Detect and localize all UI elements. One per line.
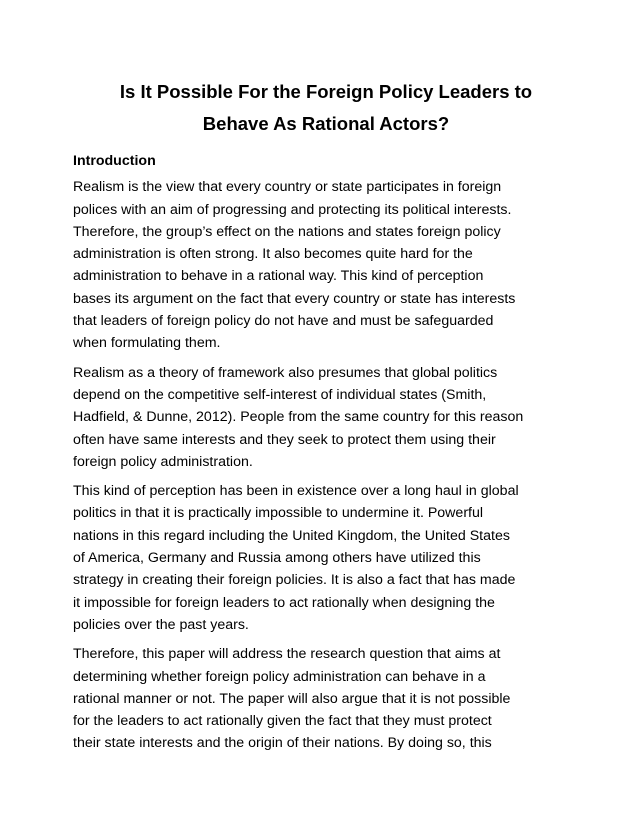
paragraph-line: administration to behave in a rational way. This kind of perception bbox=[73, 268, 484, 285]
paragraph-line: This kind of perception has been in existence over a long haul in global bbox=[73, 483, 519, 500]
paragraph-line: strategy in creating their foreign policies. It is also a fact that has made bbox=[73, 572, 516, 589]
paragraph-line: determining whether foreign policy administration can behave in a bbox=[73, 668, 486, 685]
paragraph-line: policies over the past years. bbox=[73, 616, 249, 633]
paragraph-line: polices with an aim of progressing and protecting its political interests. bbox=[73, 201, 512, 218]
paragraph-line: foreign policy administration. bbox=[73, 453, 253, 470]
paragraph-line: when formulating them. bbox=[73, 335, 221, 352]
document-body bbox=[73, 150, 593, 762]
paragraph-line: for the leaders to act rationally given the fact that they must protect bbox=[73, 713, 492, 730]
paragraph-line: Realism as a theory of framework also presumes that global politics bbox=[73, 364, 498, 381]
paragraph-line: their state interests and the origin of their nations. By doing so, this bbox=[73, 735, 492, 752]
paragraph-line: depend on the competitive self-interest of individual states (Smith, bbox=[73, 386, 487, 403]
paragraph bbox=[73, 362, 593, 473]
paragraph-line: politics in that it is practically impossible to undermine it. Powerful bbox=[73, 505, 484, 522]
paragraph-line: Therefore, the group’s effect on the nations and states foreign policy bbox=[73, 223, 501, 240]
section-heading: Introduction bbox=[73, 153, 156, 169]
paragraph-line: of America, Germany and Russia among others have utilized this bbox=[73, 550, 481, 567]
title-line: Behave As Rational Actors? bbox=[202, 113, 450, 134]
paragraph-line: that leaders of foreign policy do not have and must be safeguarded bbox=[73, 313, 494, 330]
paragraph bbox=[73, 176, 593, 354]
paragraph-line: it impossible for foreign leaders to act rationally when designing the bbox=[73, 594, 495, 611]
paragraph-line: administration is often strong. It also becomes quite hard for the bbox=[73, 246, 473, 263]
paragraph-line: Realism is the view that every country or state participates in foreign bbox=[73, 179, 502, 196]
paragraph-line: rational manner or not. The paper will also argue that it is not possible bbox=[73, 690, 511, 707]
title-line: Is It Possible For the Foreign Policy Leaders to bbox=[119, 81, 533, 102]
paragraph bbox=[73, 480, 593, 636]
paragraph bbox=[73, 643, 593, 754]
paragraph-line: nations in this regard including the United Kingdom, the United States bbox=[73, 527, 510, 544]
document-title bbox=[60, 76, 592, 140]
paragraph-line: Therefore, this paper will address the research question that aims at bbox=[73, 646, 501, 663]
paragraph-line: Hadfield, & Dunne, 2012). People from the same country for this reason bbox=[73, 409, 524, 426]
paragraph-line: often have same interests and they seek to protect them using their bbox=[73, 431, 496, 448]
paragraph-line: bases its argument on the fact that every country or state has interests bbox=[73, 290, 516, 307]
